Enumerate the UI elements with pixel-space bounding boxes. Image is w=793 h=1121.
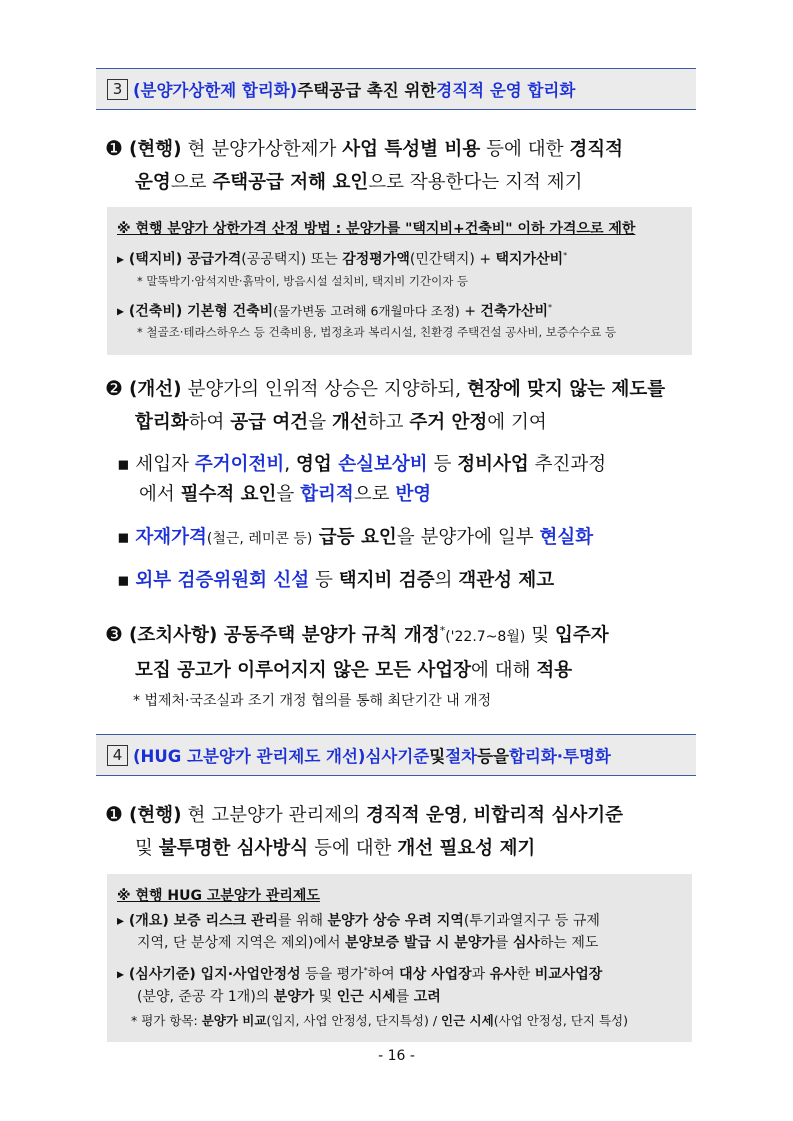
text-bold: 분양가 비교: [201, 1012, 267, 1028]
text-blue: 합리적: [300, 484, 354, 505]
text-bold: 모집 공고가 이루어지지 않은 모든 사업장: [135, 660, 472, 682]
text: 하는 제도: [539, 935, 599, 951]
section-3-header: [96, 68, 696, 110]
box-note-land-cost: * 말뚝박기·암석지반·흙막이, 방음시설 설치비, 택지비 기간이자 등: [137, 273, 469, 288]
text-bold: ▸ (건축비) 기본형 건축비: [117, 303, 274, 320]
footnote-revision: * 법제처·국조실과 조기 개정 협의를 통해 최단기간 내 개정: [133, 693, 492, 709]
text-bold: 감정평가액: [342, 251, 410, 268]
bullet-1-icon: ❶: [105, 136, 123, 160]
section-3-number: 3: [107, 79, 128, 100]
text: 를 위해: [278, 913, 328, 929]
section-4-title-topic: (HUG 고분양가 관리제도 개선): [133, 747, 366, 766]
text: 하여: [367, 966, 400, 983]
text-bold: 사업 특성별 비용: [342, 139, 481, 160]
s4-para-current: [105, 798, 705, 865]
text-bold: 현장에 맞지 않는 제도를: [467, 379, 666, 400]
text-blue: 현실화: [539, 527, 594, 548]
text-bold: 필수적 요인: [180, 484, 277, 505]
box-note-construction-cost: * 철골조·테라스하우스 등 건축비용, 법정초과 복리시설, 친환경 주택건설 공사비, 보증수수료 등: [137, 325, 617, 340]
text-bold: 비합리적 심사기준: [473, 805, 623, 826]
text-bold: 주택공급 저해 요인: [212, 172, 369, 193]
text: 을: [276, 484, 301, 505]
text: ▪ 세입자: [117, 454, 195, 475]
text-blue: 외부 검증위원회 신설: [135, 570, 310, 591]
s3-para-current-line1: [105, 132, 705, 166]
text-bold: 공동주택 분양가 규칙 개정: [217, 625, 440, 647]
text-blue: 반영: [395, 484, 432, 505]
current-hug-system-box: [107, 874, 692, 1042]
text: 및: [135, 838, 159, 859]
text-blue: 손실보상비: [338, 454, 428, 475]
text-bold: 입주자: [554, 625, 609, 647]
section-4-number: 4: [107, 745, 128, 766]
footnote-marker: *: [363, 966, 368, 975]
section-4-title-criteria: 심사기준: [365, 747, 430, 766]
box-item-overview-line1: [107, 910, 692, 932]
text: (철근, 레미콘 등): [206, 531, 313, 547]
page-number: - 16 -: [378, 1048, 415, 1064]
text: 및: [314, 988, 337, 1005]
text-bold: 건축가산비: [480, 303, 549, 320]
text: 하여: [188, 412, 231, 433]
box-item-criteria-line2: [107, 986, 692, 1008]
s3-para-action: [105, 614, 705, 687]
s3-para-current-line2: [105, 166, 705, 199]
text: (분양, 준공 각 1개)의: [137, 988, 274, 1005]
text-bold: 인근 시세: [336, 988, 396, 1005]
text-bold: 운영: [135, 172, 171, 193]
text: 하고: [367, 412, 410, 433]
text: ,: [284, 454, 297, 475]
text: 를: [395, 988, 414, 1005]
text-bold: 공급 여건: [230, 412, 309, 433]
text: 현 고분양가 관리제의: [181, 805, 366, 826]
section-4-title-and: 및: [429, 747, 446, 766]
text-bold: 주거 안정: [409, 412, 488, 433]
text-bold: 경직적: [569, 139, 623, 160]
text-bold: 개선 필요성 제기: [397, 838, 536, 859]
section-4-title-etc: 등을: [477, 747, 509, 766]
text: 으로: [353, 484, 396, 505]
section-3-title-mid: 주택공급 촉진 위한: [297, 81, 437, 100]
sub-item-redevelopment-line2: [117, 480, 606, 510]
s4-para-current-line2: [105, 832, 705, 865]
text-bold: 고려: [413, 988, 441, 1005]
sub-item-redevelopment-line1: [117, 450, 606, 480]
text-bold: 심사: [512, 935, 540, 951]
text: 를: [494, 935, 513, 951]
text: ,: [461, 805, 474, 826]
text-bold: 개선: [331, 412, 368, 433]
text-bold: 객관성 제고: [458, 570, 555, 591]
sub-item-material-cost: [117, 523, 593, 554]
section-3-title-focus: 경직적 운영 합리화: [436, 81, 576, 100]
current-pricing-method-box: [107, 207, 692, 355]
text: * 평가 항목:: [131, 1012, 202, 1028]
text-bold: ▸ (택지비) 공급가격: [117, 251, 242, 268]
box-item-overview-line2: [107, 932, 692, 954]
bullet-3-icon: ❸: [105, 622, 123, 647]
text: ▪: [117, 570, 136, 591]
text: 과: [471, 966, 490, 983]
text-blue: 주거이전비: [194, 454, 285, 475]
text: 을 분양가에 일부: [396, 527, 540, 548]
text: (물가변동 고려해 6개월마다 조정): [273, 303, 460, 319]
text: 의: [434, 570, 459, 591]
text: 으로 작용한다는 지적 제기: [368, 172, 583, 193]
box-item-construction-cost: ▸ (건축비) 기본형 건축비(물가변동 고려해 6개월마다 조정) + 건축가산비*: [117, 302, 553, 320]
sub-item-redevelopment: [117, 450, 606, 510]
text-bold: 유사: [489, 966, 517, 983]
text-bold: 불투명한 심사방식: [158, 838, 309, 859]
text: (민간택지): [409, 251, 475, 268]
s3-para-improve: [105, 372, 705, 439]
text-bold: 경직적 운영: [365, 805, 462, 826]
text: 에 대해: [471, 660, 537, 682]
text: 에서: [139, 484, 181, 505]
text-bold: 택지비 검증: [338, 570, 435, 591]
text: +: [474, 251, 496, 268]
section-3-title-topic: (분양가상한제 합리화): [133, 81, 298, 100]
box-item-criteria-line1: [107, 960, 692, 986]
s3-para-action-line2: [105, 654, 705, 687]
text: (투기과열지구 등 규제: [463, 913, 600, 929]
text: 지역, 단 분상제 지역은 제외)에서: [137, 935, 345, 951]
text-bold: 정비사업: [457, 454, 529, 475]
label-improve: (개선): [128, 379, 182, 400]
text-bold: ▸ (심사기준) 입지·사업안정성: [117, 966, 301, 983]
box-item-land-cost: ▸ (택지비) 공급가격(공공택지) 또는 감정평가액(민간택지) + 택지가산비*: [117, 251, 568, 268]
bullet-2-icon: ❷: [105, 376, 123, 400]
text: ('22.7~8월): [445, 629, 526, 646]
text: +: [459, 303, 481, 320]
text-bold: 합리화: [135, 412, 189, 433]
section-4-header: [96, 734, 696, 776]
s3-para-improve-line1: [105, 372, 705, 406]
section-4-title-focus: 합리화·투명화: [508, 747, 611, 766]
text: (공공택지): [241, 251, 307, 268]
text: 등을 평가: [300, 966, 364, 983]
box-heading: ※ 현행 HUG 고분양가 관리제도: [117, 888, 320, 904]
text-blue: 자재가격: [135, 527, 207, 548]
text: ▪: [117, 527, 136, 548]
s3-para-improve-line2: [105, 406, 705, 439]
text-bold: 택지가산비: [495, 251, 564, 268]
text: 분양가의 인위적 상승은 지양하되,: [181, 379, 468, 400]
box-heading: ※ 현행 분양가 상한가격 산정 방법 : 분양가를 "택지비+건축비" 이하 가격으로 제한: [117, 221, 636, 237]
text-bold: 적용: [536, 660, 573, 682]
text: 또는: [306, 251, 343, 268]
label-current: (현행): [128, 139, 182, 160]
text: 추진과정: [528, 454, 607, 475]
text: 으로: [170, 172, 213, 193]
s4-para-current-line1: [105, 798, 705, 832]
section-4-title-procedure: 절차: [445, 747, 478, 766]
text-bold: 대상 사업장: [399, 966, 472, 983]
text-bold: 분양가: [273, 988, 315, 1005]
text-bold: 인근 시세: [441, 1012, 494, 1028]
text: 및: [525, 625, 555, 647]
label-current: (현행): [128, 805, 182, 826]
s3-para-action-line1: [105, 614, 705, 654]
sub-item-verification: [117, 566, 554, 596]
text: 현 분양가상한제가: [181, 139, 343, 160]
text-bold: ▸ (개요) 보증 리스크 관리: [117, 913, 279, 929]
text: 한: [516, 966, 535, 983]
text: 을: [308, 412, 332, 433]
text: 에 기여: [487, 412, 547, 433]
text: 등: [427, 454, 458, 475]
text-bold: 분양보증 발급 시 분양가: [344, 935, 495, 951]
text-bold: 분양가 상승 우려 지역: [327, 913, 464, 929]
text-bold: 비교사업장: [534, 966, 603, 983]
box-note-evaluation: [107, 1010, 692, 1032]
text-bold: 급등 요인: [312, 527, 397, 548]
text: 등에 대한: [308, 838, 398, 859]
label-action: (조치사항): [128, 625, 218, 647]
text: 등: [309, 570, 339, 591]
text: (입지, 사업 안정성, 단지특성) /: [266, 1012, 442, 1028]
s3-para-current: [105, 132, 705, 199]
text: (사업 안정성, 단지 특성): [493, 1012, 629, 1028]
text: 등에 대한: [480, 139, 570, 160]
bullet-1-icon: ❶: [105, 802, 123, 826]
text-bold: 영업: [296, 454, 339, 475]
footnote-marker: *: [439, 624, 446, 637]
